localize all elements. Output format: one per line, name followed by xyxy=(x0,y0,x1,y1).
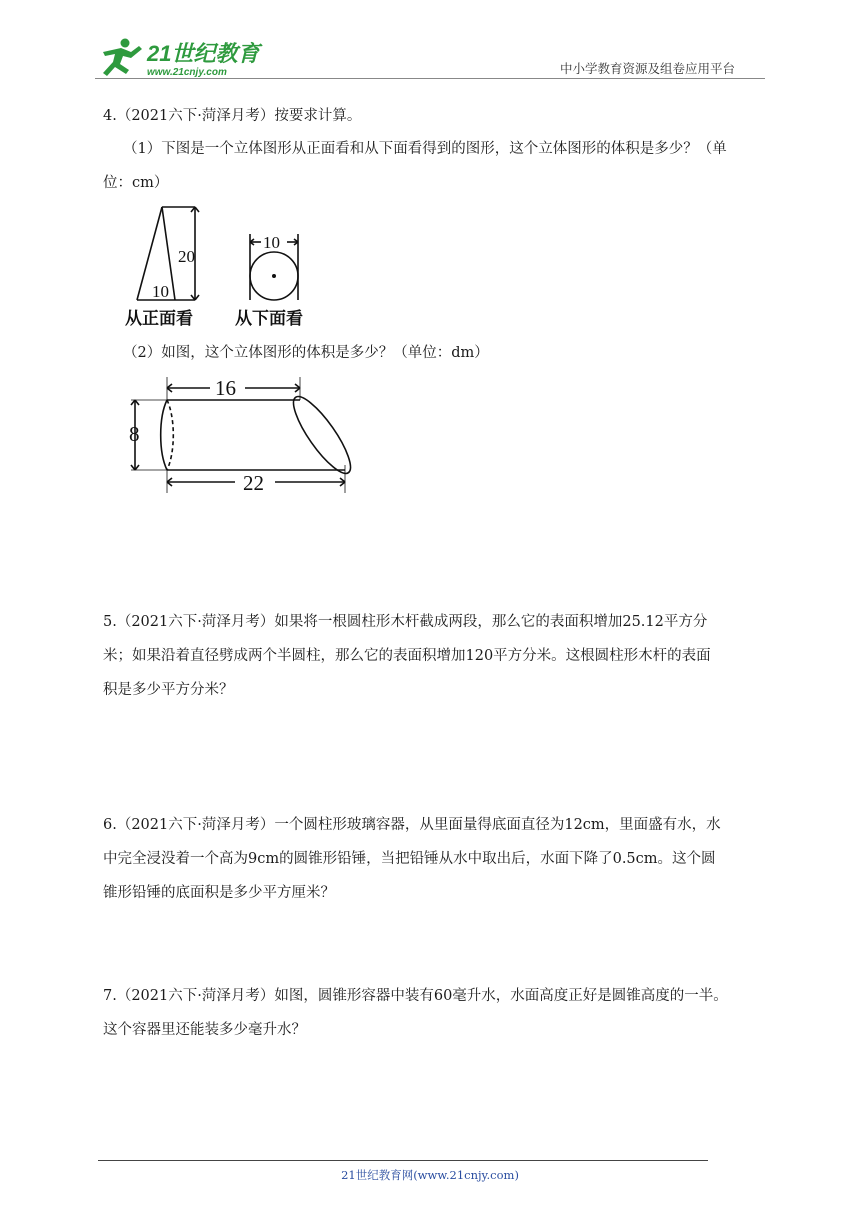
q7-line2: 这个容器里还能装多少毫升水？ xyxy=(103,1022,306,1038)
site-logo xyxy=(95,34,265,80)
circle-center-point xyxy=(272,274,276,278)
runner-logo-icon xyxy=(103,39,142,77)
q7-line1: 7.（2021六下·菏泽月考）如图，圆锥形容器中装有60毫升水，水面高度正好是圆锥高度的一半。 xyxy=(103,988,728,1004)
q4-part1-line2: 位：cm） xyxy=(103,175,169,191)
platform-name: 中小学教育资源及组卷应用平台 xyxy=(560,61,736,76)
footer-divider xyxy=(98,1160,708,1161)
q6-line2: 中完全浸没着一个高为9cm的圆锥形铅锤，当把铅锤从水中取出后，水面下降了0.5cm。这个圆 xyxy=(103,851,716,867)
front-view-caption: 从正面看 xyxy=(125,309,193,329)
bottom-diameter-label: 10 xyxy=(263,233,280,252)
q5-line1: 5.（2021六下·菏泽月考）如果将一根圆柱形木杆截成两段，那么它的表面积增加25.12平方分 xyxy=(103,614,708,630)
cylinder-diameter-label: 8 xyxy=(129,422,140,446)
header-divider xyxy=(95,78,765,79)
q6-line1: 6.（2021六下·菏泽月考）一个圆柱形玻璃容器，从里面量得底面直径为12cm，里面盛有水，水 xyxy=(103,817,721,833)
logo-main-text: 21世纪教育 xyxy=(147,41,260,66)
q4-part2: （2）如图，这个立体图形的体积是多少？（单位：dm） xyxy=(123,345,489,361)
q4-title: 4.（2021六下·菏泽月考）按要求计算。 xyxy=(103,108,362,124)
q5-line3: 积是多少平方分米？ xyxy=(103,682,234,698)
front-height-label: 20 xyxy=(178,247,195,266)
bottom-view-caption: 从下面看 xyxy=(235,309,303,329)
logo-url-text: www.21cnjy.com xyxy=(147,67,227,78)
footer-link[interactable]: 21世纪教育网(www.21cnjy.com) xyxy=(341,1168,519,1182)
q4-figure-cylinder xyxy=(125,375,365,495)
q4-figure-views xyxy=(115,200,335,330)
cylinder-top-length-label: 16 xyxy=(215,376,236,400)
q6-line3: 锥形铅锤的底面积是多少平方厘米？ xyxy=(103,885,335,901)
q5-line2: 米；如果沿着直径劈成两个半圆柱，那么它的表面积增加120平方分米。这根圆柱形木杆的表面 xyxy=(103,648,711,664)
cylinder-bottom-length-label: 22 xyxy=(243,471,264,495)
front-base-label: 10 xyxy=(152,282,169,301)
q4-part1-line1: （1）下图是一个立体图形从正面看和从下面看得到的图形，这个立体图形的体积是多少？（单 xyxy=(123,141,727,157)
